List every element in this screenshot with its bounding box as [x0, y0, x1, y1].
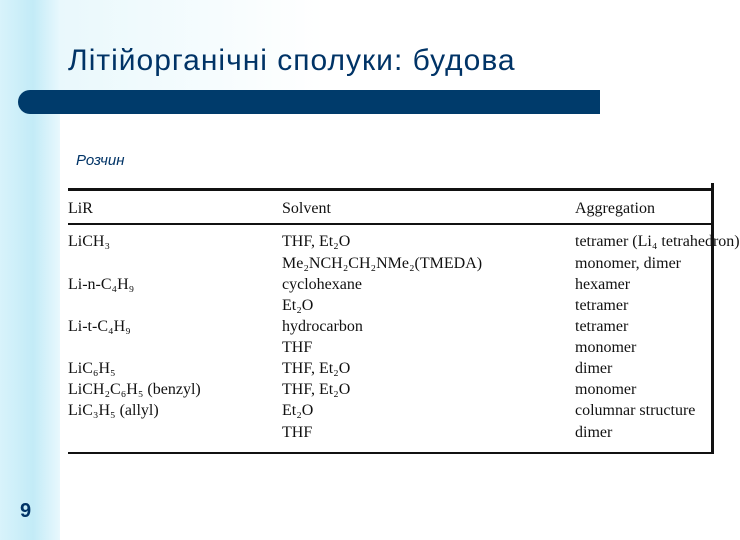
cell-solvent: cyclohexane [282, 276, 362, 293]
header-lir: LiR [68, 200, 93, 217]
header-aggregation: Aggregation [575, 200, 655, 217]
cell-aggregation: columnar structure [575, 402, 696, 419]
subtitle: Розчин [76, 152, 125, 169]
page-title: Літійорганічні сполуки: будова [68, 44, 516, 77]
cell-aggregation: monomer [575, 381, 637, 398]
cell-aggregation: tetramer [575, 318, 629, 335]
header-solvent: Solvent [282, 200, 331, 217]
cell-solvent: Et₂O [282, 297, 314, 314]
cell-aggregation: monomer [575, 339, 637, 356]
cell-solvent: THF [282, 339, 313, 356]
cell-lir: LiC₃H₅ (allyl) [68, 402, 159, 419]
cell-aggregation: hexamer [575, 276, 631, 293]
slide-number: 9 [20, 500, 32, 522]
cell-aggregation: dimer [575, 424, 613, 441]
cell-lir: Li-n-C₄H₉ [68, 276, 135, 293]
cell-solvent: THF, Et₂O [282, 381, 351, 398]
cell-lir: LiC₆H₅ [68, 360, 116, 377]
cell-aggregation: dimer [575, 360, 613, 377]
left-decor-strip [0, 0, 60, 540]
cell-solvent: Me₂NCH₂CH₂NMe₂(TMEDA) [282, 255, 483, 272]
cell-solvent: THF, Et₂O [282, 233, 351, 250]
aggregation-table [68, 183, 740, 458]
cell-solvent: Et₂O [282, 402, 314, 419]
cell-aggregation: monomer, dimer [575, 255, 681, 272]
cell-solvent: hydrocarbon [282, 318, 363, 335]
cell-lir: Li-t-C₄H₉ [68, 318, 131, 335]
cell-lir: LiCH₃ [68, 233, 111, 250]
table-top-rule [68, 188, 712, 191]
table-bottom-rule [68, 452, 712, 454]
cell-lir: LiCH₂C₆H₅ (benzyl) [68, 381, 201, 398]
table-header-rule [68, 223, 712, 225]
title-underline-bar [18, 90, 600, 114]
cell-aggregation: tetramer (Li₄ tetrahedron) [575, 233, 740, 250]
cell-solvent: THF, Et₂O [282, 360, 351, 377]
cell-solvent: THF [282, 424, 313, 441]
cell-aggregation: tetramer [575, 297, 629, 314]
